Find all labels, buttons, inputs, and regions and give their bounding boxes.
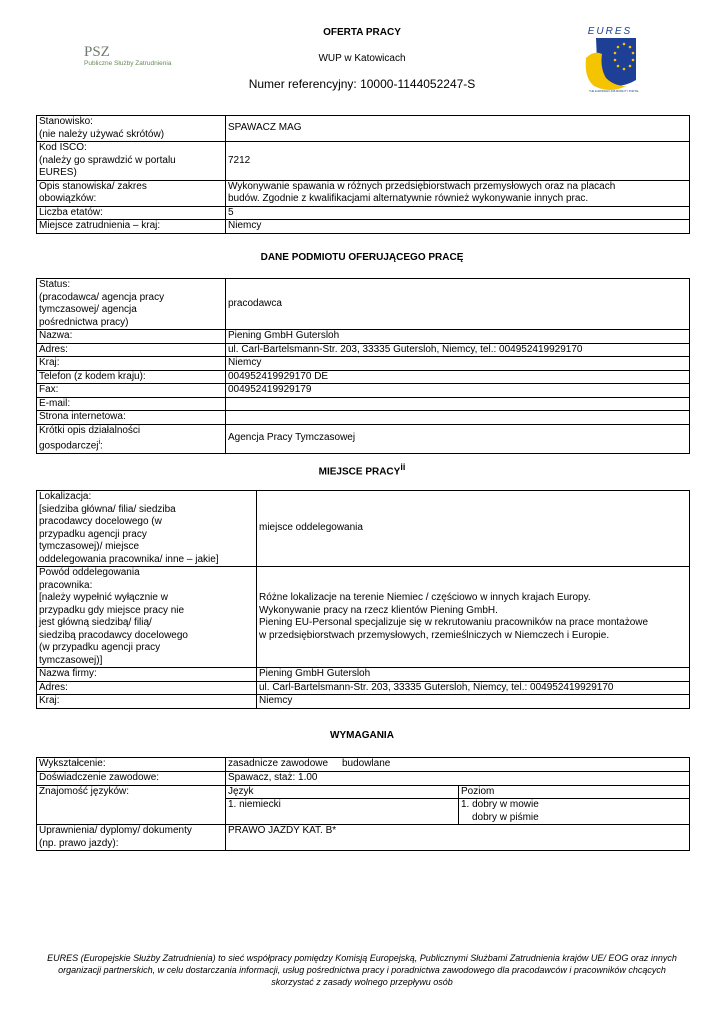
job-title-label: Stanowisko: (nie należy używać skrótów) <box>37 116 226 142</box>
table-row <box>37 785 690 799</box>
licenses-label: Uprawnienia/ dyplomy/ dokumenty (np. prawo jazdy): <box>37 825 226 851</box>
positions-label: Liczba etatów: <box>37 206 226 220</box>
company-name-label: Nazwa firmy: <box>37 668 257 682</box>
workplace-country-value: Niemcy <box>257 695 690 709</box>
location-label: Lokalizacja: [siedziba główna/ filia/ siedziba pracodawcy docelowego (w przypadku agencji pracy tymczasowej)/ miejsce oddelegowania pracownika/ inne – jakie] <box>37 491 257 567</box>
eures-logo-text: EURES <box>587 26 633 37</box>
table-row <box>37 695 690 709</box>
employer-country-value: Niemcy <box>226 357 690 371</box>
business-description-value: Agencja Pracy Tymczasowej <box>226 424 690 453</box>
table-row <box>37 491 690 567</box>
footnote-marker: ii <box>400 462 406 472</box>
table-row <box>37 370 690 384</box>
reference-number: Numer referencyjny: 10000-1144052247-S <box>248 77 476 91</box>
job-title-value: SPAWACZ MAG <box>226 116 690 142</box>
employer-name-value: Piening GmbH Gutersloh <box>226 330 690 344</box>
psz-logo-subtitle: Publiczne Służby Zatrudnienia <box>84 60 172 67</box>
workplace-address-label: Adres: <box>37 681 257 695</box>
eures-logo-tagline: THE EUROPEAN JOB MOBILITY PORTAL <box>589 90 639 93</box>
experience-label: Doświadczenie zawodowe: <box>37 772 226 786</box>
table-row <box>37 384 690 398</box>
location-value: miejsce oddelegowania <box>257 491 690 567</box>
table-row <box>37 357 690 371</box>
workplace-section-title-wrap <box>0 462 724 477</box>
positions-value: 5 <box>226 206 690 220</box>
education-value: zasadnicze zawodowe budowlane <box>226 758 690 772</box>
language-value: 1. niemiecki <box>226 799 459 825</box>
employment-country-value: Niemcy <box>226 220 690 234</box>
fax-label: Fax: <box>37 384 226 398</box>
phone-label: Telefon (z kodem kraju): <box>37 370 226 384</box>
education-label: Wykształcenie: <box>37 758 226 772</box>
experience-value: Spawacz, staż: 1.00 <box>226 772 690 786</box>
level-speaking: 1. dobry w mowie <box>461 799 539 810</box>
company-name-value: Piening GmbH Gutersloh <box>257 668 690 682</box>
table-row <box>37 343 690 357</box>
table-row <box>37 220 690 234</box>
job-description-label: Opis stanowiska/ zakres obowiązków: <box>37 180 226 206</box>
table-row <box>37 330 690 344</box>
isco-label: Kod ISCO: (należy go sprawdzić w portalu EURES) <box>37 142 226 181</box>
table-row <box>37 279 690 330</box>
level-writing: dobry w piśmie <box>472 811 539 823</box>
email-value <box>226 397 690 411</box>
table-row <box>37 116 690 142</box>
table-row <box>37 668 690 682</box>
workplace-address-value: ul. Carl-Bartelsmann-Str. 203, 33335 Gutersloh, Niemcy, tel.: 004952419929170 <box>257 681 690 695</box>
employment-country-label: Miejsce zatrudnienia – kraj: <box>37 220 226 234</box>
table-row <box>37 772 690 786</box>
fax-value: 004952419929179 <box>226 384 690 398</box>
footer-note: EURES (Europejskie Służby Zatrudnienia) to sieć współpracy pomiędzy Komisją Europejską, Publicznymi Służbami Zatrudnienia krajów UE/ EOG oraz innych organizacji partnerskich, w celu dostarczania informacji, usług pośrednictwa pracy i poradnictwa zawodowego dla pracodawców i pracowników chcących skorzystać z zasady wolnego przepływu osób <box>47 953 677 987</box>
table-row <box>37 424 690 453</box>
language-column-header: Język <box>226 785 459 799</box>
table-row <box>37 180 690 206</box>
psz-logo-title: PSZ <box>84 44 110 60</box>
status-label: Status: (pracodawca/ agencja pracy tymczasowej/ agencja pośrednictwa pracy) <box>37 279 226 330</box>
business-description-label: Krótki opis działalności gospodarczej <box>39 424 141 452</box>
employer-address-label: Adres: <box>37 343 226 357</box>
employer-section-title: DANE PODMIOTU OFERUJĄCEGO PRACĘ <box>260 252 464 263</box>
page-title: OFERTA PRACY <box>323 27 401 38</box>
website-label: Strona internetowa: <box>37 411 226 425</box>
job-description-value: Wykonywanie spawania w różnych przedsiębiorstwach przemysłowych oraz na placach budów. Zgodnie z kwalifikacjami alternatywnie również wykonywanie innych prac. <box>226 180 690 206</box>
delegation-reason-label: Powód oddelegowania pracownika: [należy wypełnić wyłącznie w przypadku gdy miejsce pracy nie jest główną siedzibą/ filią/ siedzibą pracodawcy docelowego (w przypadku agencji pracy tymczasowej)] <box>37 567 257 668</box>
table-row <box>37 397 690 411</box>
workplace-country-label: Kraj: <box>37 695 257 709</box>
employer-country-label: Kraj: <box>37 357 226 371</box>
footnote-marker: i <box>98 439 101 446</box>
workplace-section-title: MIEJSCE PRACY <box>318 466 401 478</box>
delegation-reason-value: Różne lokalizacje na terenie Niemiec / częściowo w innych krajach Europy. Wykonywanie pracy na rzecz klientów Piening GmbH. Piening EU-Personal specjalizuje się w rekrutowaniu pracowników na prace montażowe w przedsiębiorstwach przemysłowych, rzemieślniczych w Niemczech i Europie. <box>257 567 690 668</box>
level-column-header: Poziom <box>459 785 690 799</box>
office-name: WUP w Katowicach <box>318 53 406 64</box>
business-description-label-cell <box>37 424 226 453</box>
table-row <box>37 758 690 772</box>
table-row <box>37 411 690 425</box>
email-label: E-mail: <box>37 397 226 411</box>
languages-label: Znajomość języków: <box>37 785 226 825</box>
requirements-section-title: WYMAGANIA <box>330 730 394 741</box>
employer-table <box>36 278 690 454</box>
language-level-cell <box>459 799 690 825</box>
table-row <box>37 142 690 181</box>
employer-address-value: ul. Carl-Bartelsmann-Str. 203, 33335 Gutersloh, Niemcy, tel.: 004952419929170 <box>226 343 690 357</box>
employer-name-label: Nazwa: <box>37 330 226 344</box>
table-row <box>37 681 690 695</box>
isco-value: 7212 <box>226 142 690 181</box>
job-table <box>36 115 690 234</box>
phone-value: 004952419929170 DE <box>226 370 690 384</box>
requirements-table <box>36 757 690 851</box>
workplace-table <box>36 490 690 709</box>
label-colon: : <box>100 440 103 452</box>
website-value <box>226 411 690 425</box>
licenses-value: PRAWO JAZDY KAT. B* <box>226 825 690 851</box>
table-row <box>37 825 690 851</box>
status-value: pracodawca <box>226 279 690 330</box>
table-row <box>37 567 690 668</box>
table-row <box>37 206 690 220</box>
